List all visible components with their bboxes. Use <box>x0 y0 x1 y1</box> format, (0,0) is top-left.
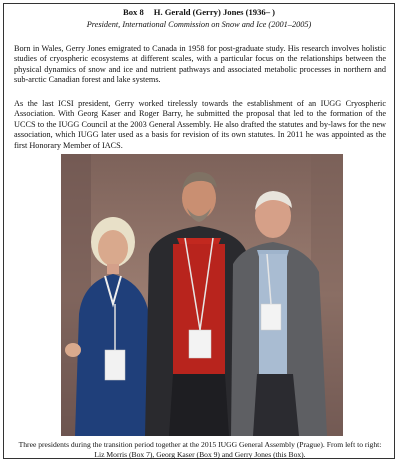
box-heading <box>4 7 394 18</box>
biography-box <box>3 3 395 459</box>
biography-paragraph: Born in Wales, Gerry Jones emigrated to Canada in 1958 for post-graduate study. His research involves holistic studies of cryospheric ecosystems at different scales, with a particular focus on the relationships between the physical dynamics of snow and ice and nutrient pathways and associated metabolic processes in northern and sub-arctic Canadian forest and lake systems. <box>14 44 386 85</box>
person-role: President, International Commission on Snow and Ice (2001–2005) <box>86 20 312 29</box>
box-label: Box 8 <box>122 7 144 17</box>
person-name: H. Gerald (Gerry) Jones (1936– ) <box>153 7 276 17</box>
group-photo <box>61 154 343 436</box>
biography-paragraph: As the last ICSI president, Gerry worked tirelessly towards the establishment of an IUGG Cryospheric Association. With Georg Kaser and Roger Barry, he submitted the proposal that led to the formation of the UCCS to the IUGG Council at the 2003 General Assembly. He also drafted the statutes and by-laws for the new association, which IUGG later used as a basis for revision of its own statutes. In 2011 he was appointed as the first Honorary Member of IACS. <box>14 99 386 150</box>
group-photo-illustration <box>61 154 343 436</box>
photo-caption: Three presidents during the transition period together at the 2015 IUGG General Assembly (Prague). From left to right: Liz Morris (Box 7), Georg Kaser (Box 9) and Gerry Jones (this Box). <box>18 440 382 459</box>
